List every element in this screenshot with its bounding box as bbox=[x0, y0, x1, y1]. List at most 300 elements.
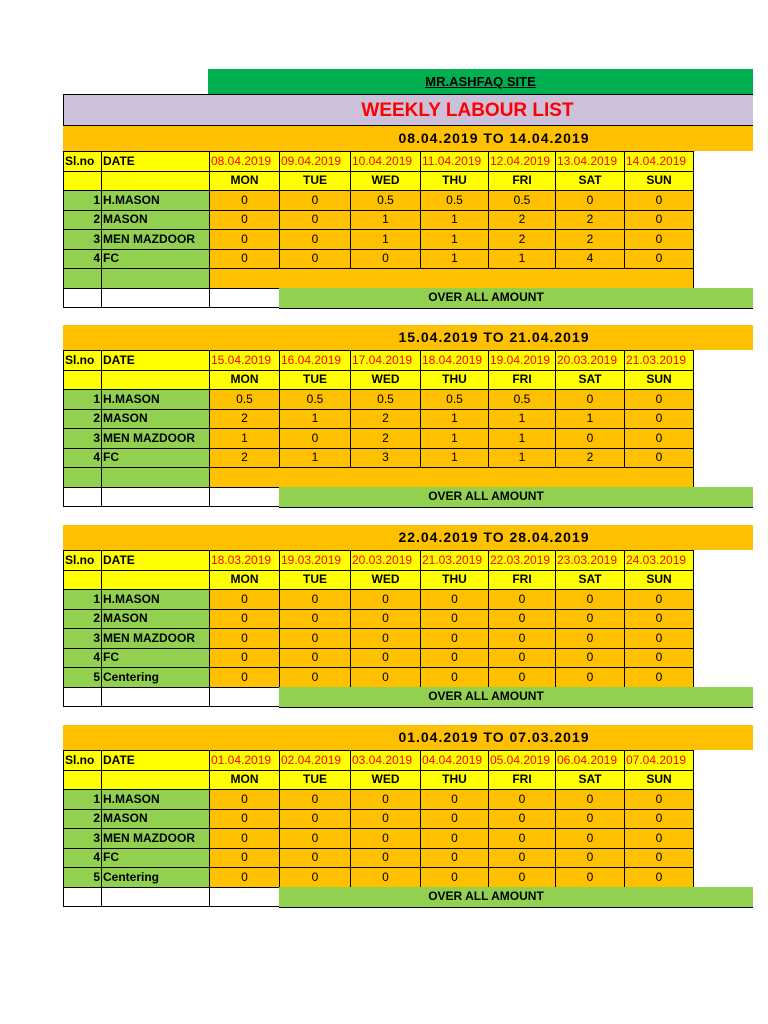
count-cell[interactable]: 0 bbox=[625, 390, 694, 410]
table-row bbox=[64, 790, 694, 810]
count-cell[interactable]: 0 bbox=[556, 790, 625, 810]
count-cell[interactable]: 0 bbox=[351, 648, 421, 668]
overall-amount-bar bbox=[279, 288, 753, 309]
dates-row bbox=[64, 551, 694, 571]
slno-header[interactable]: Sl.no bbox=[64, 551, 102, 571]
day-cell[interactable]: SAT bbox=[556, 171, 625, 191]
count-cell[interactable]: 0 bbox=[421, 790, 489, 810]
count-cell[interactable]: 0 bbox=[210, 868, 280, 888]
empty-cell[interactable] bbox=[210, 687, 280, 707]
row-number[interactable]: 5 bbox=[64, 668, 102, 688]
date-cell[interactable]: 04.04.2019 bbox=[421, 751, 489, 771]
labour-type[interactable]: Centering bbox=[102, 668, 210, 688]
overall-amount-bar bbox=[279, 887, 753, 908]
count-cell[interactable]: 0 bbox=[625, 868, 694, 888]
row-number[interactable]: 2 bbox=[64, 609, 102, 629]
row-number[interactable]: 3 bbox=[64, 230, 102, 250]
dates-row bbox=[64, 152, 694, 172]
overall-amount-bar bbox=[279, 487, 753, 508]
count-cell[interactable]: 0 bbox=[489, 790, 556, 810]
week-range-text: 08.04.2019 TO 14.04.2019 bbox=[398, 130, 590, 146]
count-cell[interactable]: 2 bbox=[489, 230, 556, 250]
date-cell[interactable]: 09.04.2019 bbox=[280, 152, 351, 172]
count-cell[interactable]: 0 bbox=[280, 609, 351, 629]
count-cell[interactable]: 0 bbox=[280, 848, 351, 868]
count-cell[interactable]: 0 bbox=[489, 609, 556, 629]
empty-cell[interactable] bbox=[210, 468, 694, 488]
count-cell[interactable]: 0 bbox=[210, 590, 280, 610]
labour-type[interactable]: H.MASON bbox=[102, 590, 210, 610]
count-cell[interactable]: 0 bbox=[280, 809, 351, 829]
row-number[interactable]: 3 bbox=[64, 429, 102, 449]
row-number[interactable]: 3 bbox=[64, 629, 102, 649]
empty-cell[interactable] bbox=[64, 570, 102, 590]
count-cell[interactable]: 0 bbox=[625, 848, 694, 868]
count-cell[interactable]: 0 bbox=[280, 868, 351, 888]
count-cell[interactable]: 0.5 bbox=[210, 390, 280, 410]
day-cell[interactable]: FRI bbox=[489, 770, 556, 790]
day-cell[interactable]: SUN bbox=[625, 370, 694, 390]
date-cell[interactable]: 06.04.2019 bbox=[556, 751, 625, 771]
count-cell[interactable]: 0 bbox=[625, 230, 694, 250]
labour-table bbox=[63, 350, 694, 507]
count-cell[interactable]: 0 bbox=[556, 668, 625, 688]
day-cell[interactable]: WED bbox=[351, 770, 421, 790]
row-number[interactable]: 3 bbox=[64, 829, 102, 849]
empty-cell[interactable] bbox=[102, 687, 210, 707]
labour-type[interactable]: MASON bbox=[102, 609, 210, 629]
dates-row bbox=[64, 351, 694, 371]
empty-cell[interactable] bbox=[102, 770, 210, 790]
count-cell[interactable]: 0 bbox=[489, 590, 556, 610]
week-range-header bbox=[63, 325, 753, 350]
count-cell[interactable]: 2 bbox=[556, 230, 625, 250]
count-cell[interactable]: 0 bbox=[280, 829, 351, 849]
empty-cell[interactable] bbox=[64, 487, 102, 507]
slno-header[interactable]: Sl.no bbox=[64, 351, 102, 371]
table-row bbox=[64, 848, 694, 868]
labour-type[interactable]: H.MASON bbox=[102, 390, 210, 410]
count-cell[interactable]: 0 bbox=[625, 210, 694, 230]
day-cell[interactable]: WED bbox=[351, 570, 421, 590]
count-cell[interactable]: 1 bbox=[421, 230, 489, 250]
dates-row bbox=[64, 751, 694, 771]
labour-table bbox=[63, 550, 694, 707]
count-cell[interactable]: 0 bbox=[210, 829, 280, 849]
row-number[interactable]: 2 bbox=[64, 809, 102, 829]
count-cell[interactable]: 0 bbox=[210, 790, 280, 810]
count-cell[interactable]: 0 bbox=[351, 249, 421, 269]
day-cell[interactable]: THU bbox=[421, 370, 489, 390]
count-cell[interactable]: 0 bbox=[351, 790, 421, 810]
overall-amount-label: OVER ALL AMOUNT bbox=[428, 289, 544, 304]
count-cell[interactable]: 0 bbox=[280, 429, 351, 449]
date-cell[interactable]: 19.03.2019 bbox=[280, 551, 351, 571]
count-cell[interactable]: 0.5 bbox=[421, 390, 489, 410]
day-cell[interactable]: FRI bbox=[489, 570, 556, 590]
date-cell[interactable]: 23.03.2019 bbox=[556, 551, 625, 571]
day-cell[interactable]: SUN bbox=[625, 770, 694, 790]
count-cell[interactable]: 0 bbox=[625, 668, 694, 688]
row-number[interactable]: 1 bbox=[64, 191, 102, 211]
labour-type[interactable]: FC bbox=[102, 848, 210, 868]
list-title bbox=[63, 94, 753, 126]
date-cell[interactable]: 24.03.2019 bbox=[625, 551, 694, 571]
empty-cell[interactable] bbox=[102, 288, 210, 308]
day-cell[interactable]: SAT bbox=[556, 570, 625, 590]
labour-type[interactable]: Centering bbox=[102, 868, 210, 888]
labour-type[interactable]: MASON bbox=[102, 809, 210, 829]
date-cell[interactable]: 19.04.2019 bbox=[489, 351, 556, 371]
count-cell[interactable]: 0 bbox=[280, 191, 351, 211]
count-cell[interactable]: 0 bbox=[625, 429, 694, 449]
count-cell[interactable]: 0.5 bbox=[280, 390, 351, 410]
count-cell[interactable]: 0 bbox=[489, 829, 556, 849]
date-cell[interactable]: 14.04.2019 bbox=[625, 152, 694, 172]
count-cell[interactable]: 1 bbox=[556, 409, 625, 429]
count-cell[interactable]: 0 bbox=[280, 629, 351, 649]
count-cell[interactable]: 0 bbox=[280, 790, 351, 810]
count-cell[interactable]: 0 bbox=[210, 809, 280, 829]
table-row bbox=[64, 809, 694, 829]
count-cell[interactable]: 0 bbox=[210, 249, 280, 269]
date-cell[interactable]: 05.04.2019 bbox=[489, 751, 556, 771]
labour-type[interactable]: MASON bbox=[102, 409, 210, 429]
date-header[interactable]: DATE bbox=[102, 551, 210, 571]
site-title: MR.ASHFAQ SITE bbox=[208, 69, 753, 94]
day-cell[interactable]: TUE bbox=[280, 171, 351, 191]
count-cell[interactable]: 0.5 bbox=[489, 390, 556, 410]
count-cell[interactable]: 0 bbox=[210, 191, 280, 211]
date-cell[interactable]: 20.03.2019 bbox=[556, 351, 625, 371]
count-cell[interactable]: 0 bbox=[280, 648, 351, 668]
count-cell[interactable]: 0 bbox=[556, 629, 625, 649]
labour-type[interactable]: FC bbox=[102, 249, 210, 269]
count-cell[interactable]: 0 bbox=[210, 648, 280, 668]
count-cell[interactable]: 0 bbox=[210, 848, 280, 868]
row-number[interactable]: 4 bbox=[64, 848, 102, 868]
date-cell[interactable]: 08.04.2019 bbox=[210, 152, 280, 172]
count-cell[interactable]: 0 bbox=[280, 230, 351, 250]
date-header[interactable]: DATE bbox=[102, 751, 210, 771]
date-cell[interactable]: 18.03.2019 bbox=[210, 551, 280, 571]
table-row bbox=[64, 448, 694, 468]
blank-row bbox=[64, 269, 694, 289]
count-cell[interactable]: 0.5 bbox=[421, 191, 489, 211]
row-number[interactable]: 1 bbox=[64, 790, 102, 810]
count-cell[interactable]: 0 bbox=[556, 609, 625, 629]
labour-type[interactable]: MEN MAZDOOR bbox=[102, 629, 210, 649]
count-cell[interactable]: 0 bbox=[625, 191, 694, 211]
count-cell[interactable]: 0 bbox=[489, 668, 556, 688]
day-cell[interactable]: TUE bbox=[280, 770, 351, 790]
labour-table bbox=[63, 750, 694, 907]
count-cell[interactable]: 0 bbox=[280, 590, 351, 610]
count-cell[interactable]: 0 bbox=[625, 249, 694, 269]
week-range-text: 15.04.2019 TO 21.04.2019 bbox=[398, 329, 590, 345]
count-cell[interactable]: 2 bbox=[556, 448, 625, 468]
count-cell[interactable]: 0 bbox=[351, 668, 421, 688]
week-range-text: 01.04.2019 TO 07.03.2019 bbox=[398, 729, 590, 745]
overall-amount-label: OVER ALL AMOUNT bbox=[428, 688, 544, 703]
week-block bbox=[63, 525, 753, 707]
count-cell[interactable]: 1 bbox=[351, 230, 421, 250]
date-cell[interactable]: 16.04.2019 bbox=[280, 351, 351, 371]
count-cell[interactable]: 0 bbox=[351, 868, 421, 888]
week-range-text: 22.04.2019 TO 28.04.2019 bbox=[398, 529, 590, 545]
count-cell[interactable]: 0 bbox=[625, 629, 694, 649]
week-block bbox=[63, 325, 753, 507]
empty-cell[interactable] bbox=[210, 887, 280, 907]
days-row bbox=[64, 370, 694, 390]
day-cell[interactable]: MON bbox=[210, 770, 280, 790]
empty-cell[interactable] bbox=[210, 288, 280, 308]
row-number[interactable]: 2 bbox=[64, 409, 102, 429]
table-row bbox=[64, 390, 694, 410]
empty-cell[interactable] bbox=[64, 171, 102, 191]
count-cell[interactable]: 0 bbox=[210, 629, 280, 649]
count-cell[interactable]: 0 bbox=[556, 868, 625, 888]
labour-type[interactable]: MEN MAZDOOR bbox=[102, 230, 210, 250]
labour-type[interactable]: FC bbox=[102, 648, 210, 668]
labour-type[interactable]: H.MASON bbox=[102, 790, 210, 810]
week-range-header bbox=[63, 126, 753, 151]
count-cell[interactable]: 1 bbox=[210, 429, 280, 449]
table-row bbox=[64, 590, 694, 610]
count-cell[interactable]: 0 bbox=[421, 648, 489, 668]
count-cell[interactable]: 0 bbox=[625, 809, 694, 829]
day-cell[interactable]: MON bbox=[210, 570, 280, 590]
count-cell[interactable]: 1 bbox=[421, 210, 489, 230]
count-cell[interactable]: 0 bbox=[210, 230, 280, 250]
date-cell[interactable]: 20.03.2019 bbox=[351, 551, 421, 571]
count-cell[interactable]: 0 bbox=[280, 668, 351, 688]
labour-table bbox=[63, 151, 694, 308]
count-cell[interactable]: 0 bbox=[625, 590, 694, 610]
week-range-header bbox=[63, 725, 753, 750]
count-cell[interactable]: 0 bbox=[489, 648, 556, 668]
day-cell[interactable]: SUN bbox=[625, 570, 694, 590]
table-row bbox=[64, 648, 694, 668]
day-cell[interactable]: THU bbox=[421, 171, 489, 191]
date-cell[interactable]: 02.04.2019 bbox=[280, 751, 351, 771]
date-cell[interactable]: 17.04.2019 bbox=[351, 351, 421, 371]
empty-cell[interactable] bbox=[102, 171, 210, 191]
blank-row bbox=[64, 468, 694, 488]
date-cell[interactable]: 18.04.2019 bbox=[421, 351, 489, 371]
count-cell[interactable]: 0 bbox=[351, 609, 421, 629]
date-cell[interactable]: 13.04.2019 bbox=[556, 152, 625, 172]
count-cell[interactable]: 0.5 bbox=[351, 191, 421, 211]
day-cell[interactable]: FRI bbox=[489, 171, 556, 191]
count-cell[interactable]: 1 bbox=[421, 448, 489, 468]
date-cell[interactable]: 11.04.2019 bbox=[421, 152, 489, 172]
empty-cell[interactable] bbox=[64, 370, 102, 390]
count-cell[interactable]: 0 bbox=[556, 829, 625, 849]
count-cell[interactable]: 2 bbox=[489, 210, 556, 230]
day-cell[interactable]: WED bbox=[351, 171, 421, 191]
count-cell[interactable]: 1 bbox=[421, 249, 489, 269]
count-cell[interactable]: 0 bbox=[489, 868, 556, 888]
day-cell[interactable]: SUN bbox=[625, 171, 694, 191]
count-cell[interactable]: 0 bbox=[556, 191, 625, 211]
count-cell[interactable]: 0 bbox=[351, 629, 421, 649]
date-header[interactable]: DATE bbox=[102, 351, 210, 371]
count-cell[interactable]: 2 bbox=[351, 409, 421, 429]
count-cell[interactable]: 1 bbox=[489, 429, 556, 449]
count-cell[interactable]: 0 bbox=[421, 590, 489, 610]
date-cell[interactable]: 12.04.2019 bbox=[489, 152, 556, 172]
count-cell[interactable]: 0 bbox=[421, 868, 489, 888]
count-cell[interactable]: 0 bbox=[421, 629, 489, 649]
row-number[interactable]: 2 bbox=[64, 210, 102, 230]
count-cell[interactable]: 0 bbox=[489, 629, 556, 649]
count-cell[interactable]: 1 bbox=[489, 448, 556, 468]
empty-cell[interactable] bbox=[102, 370, 210, 390]
count-cell[interactable]: 3 bbox=[351, 448, 421, 468]
count-cell[interactable]: 2 bbox=[210, 448, 280, 468]
empty-cell[interactable] bbox=[64, 687, 102, 707]
labour-type[interactable]: H.MASON bbox=[102, 191, 210, 211]
count-cell[interactable]: 1 bbox=[489, 249, 556, 269]
count-cell[interactable]: 0 bbox=[556, 590, 625, 610]
empty-cell[interactable] bbox=[64, 468, 102, 488]
count-cell[interactable]: 0 bbox=[625, 448, 694, 468]
empty-cell[interactable] bbox=[102, 887, 210, 907]
empty-cell[interactable] bbox=[102, 487, 210, 507]
count-cell[interactable]: 0 bbox=[210, 609, 280, 629]
empty-cell[interactable] bbox=[102, 570, 210, 590]
count-cell[interactable]: 0 bbox=[351, 809, 421, 829]
table-row bbox=[64, 210, 694, 230]
count-cell[interactable]: 0 bbox=[421, 848, 489, 868]
days-row bbox=[64, 171, 694, 191]
count-cell[interactable]: 0 bbox=[421, 829, 489, 849]
count-cell[interactable]: 2 bbox=[351, 429, 421, 449]
count-cell[interactable]: 0 bbox=[421, 668, 489, 688]
labour-type[interactable]: MEN MAZDOOR bbox=[102, 829, 210, 849]
empty-cell[interactable] bbox=[64, 269, 102, 289]
count-cell[interactable]: 0.5 bbox=[489, 191, 556, 211]
empty-cell[interactable] bbox=[64, 288, 102, 308]
count-cell[interactable]: 0 bbox=[625, 609, 694, 629]
day-cell[interactable]: THU bbox=[421, 770, 489, 790]
count-cell[interactable]: 0 bbox=[280, 249, 351, 269]
count-cell[interactable]: 1 bbox=[280, 409, 351, 429]
count-cell[interactable]: 2 bbox=[556, 210, 625, 230]
count-cell[interactable]: 0 bbox=[556, 429, 625, 449]
table-row bbox=[64, 429, 694, 449]
date-cell[interactable]: 03.04.2019 bbox=[351, 751, 421, 771]
count-cell[interactable]: 0 bbox=[625, 829, 694, 849]
count-cell[interactable]: 0 bbox=[489, 809, 556, 829]
count-cell[interactable]: 0 bbox=[556, 390, 625, 410]
count-cell[interactable]: 1 bbox=[351, 210, 421, 230]
empty-cell[interactable] bbox=[64, 887, 102, 907]
count-cell[interactable]: 0 bbox=[351, 829, 421, 849]
count-cell[interactable]: 4 bbox=[556, 249, 625, 269]
date-cell[interactable]: 15.04.2019 bbox=[210, 351, 280, 371]
count-cell[interactable]: 0 bbox=[625, 790, 694, 810]
date-cell[interactable]: 10.04.2019 bbox=[351, 152, 421, 172]
table-row bbox=[64, 191, 694, 211]
empty-cell[interactable] bbox=[102, 269, 210, 289]
overall-amount-label: OVER ALL AMOUNT bbox=[428, 488, 544, 503]
row-number[interactable]: 4 bbox=[64, 249, 102, 269]
day-cell[interactable]: SAT bbox=[556, 770, 625, 790]
count-cell[interactable]: 1 bbox=[421, 429, 489, 449]
count-cell[interactable]: 1 bbox=[489, 409, 556, 429]
count-cell[interactable]: 0 bbox=[210, 668, 280, 688]
week-block bbox=[63, 126, 753, 308]
row-number[interactable]: 4 bbox=[64, 648, 102, 668]
count-cell[interactable]: 0 bbox=[210, 210, 280, 230]
count-cell[interactable]: 0 bbox=[556, 848, 625, 868]
date-cell[interactable]: 07.04.2019 bbox=[625, 751, 694, 771]
empty-cell[interactable] bbox=[210, 269, 694, 289]
empty-cell[interactable] bbox=[210, 487, 280, 507]
empty-cell[interactable] bbox=[102, 468, 210, 488]
count-cell[interactable]: 0 bbox=[421, 609, 489, 629]
count-cell[interactable]: 2 bbox=[210, 409, 280, 429]
overall-amount-label: OVER ALL AMOUNT bbox=[428, 888, 544, 903]
empty-cell[interactable] bbox=[64, 770, 102, 790]
count-cell[interactable]: 0.5 bbox=[351, 390, 421, 410]
day-cell[interactable]: SAT bbox=[556, 370, 625, 390]
count-cell[interactable]: 0 bbox=[625, 648, 694, 668]
count-cell[interactable]: 1 bbox=[280, 448, 351, 468]
week-range-header bbox=[63, 525, 753, 550]
row-number[interactable]: 5 bbox=[64, 868, 102, 888]
day-cell[interactable]: MON bbox=[210, 171, 280, 191]
row-number[interactable]: 1 bbox=[64, 390, 102, 410]
count-cell[interactable]: 0 bbox=[280, 210, 351, 230]
day-cell[interactable]: WED bbox=[351, 370, 421, 390]
overall-amount-bar bbox=[279, 687, 753, 708]
count-cell[interactable]: 0 bbox=[351, 590, 421, 610]
slno-header[interactable]: Sl.no bbox=[64, 751, 102, 771]
day-cell[interactable]: MON bbox=[210, 370, 280, 390]
day-cell[interactable]: TUE bbox=[280, 570, 351, 590]
date-header[interactable]: DATE bbox=[102, 152, 210, 172]
count-cell[interactable]: 0 bbox=[489, 848, 556, 868]
date-cell[interactable]: 21.03.2019 bbox=[625, 351, 694, 371]
labour-type[interactable]: FC bbox=[102, 448, 210, 468]
day-cell[interactable]: THU bbox=[421, 570, 489, 590]
row-number[interactable]: 1 bbox=[64, 590, 102, 610]
day-cell[interactable]: FRI bbox=[489, 370, 556, 390]
row-number[interactable]: 4 bbox=[64, 448, 102, 468]
count-cell[interactable]: 0 bbox=[351, 848, 421, 868]
days-row bbox=[64, 570, 694, 590]
slno-header[interactable]: Sl.no bbox=[64, 152, 102, 172]
count-cell[interactable]: 0 bbox=[421, 809, 489, 829]
date-cell[interactable]: 01.04.2019 bbox=[210, 751, 280, 771]
count-cell[interactable]: 0 bbox=[556, 809, 625, 829]
count-cell[interactable]: 0 bbox=[625, 409, 694, 429]
labour-type[interactable]: MASON bbox=[102, 210, 210, 230]
count-cell[interactable]: 1 bbox=[421, 409, 489, 429]
count-cell[interactable]: 0 bbox=[556, 648, 625, 668]
days-row bbox=[64, 770, 694, 790]
table-row bbox=[64, 629, 694, 649]
day-cell[interactable]: TUE bbox=[280, 370, 351, 390]
week-block bbox=[63, 725, 753, 907]
table-row bbox=[64, 609, 694, 629]
date-cell[interactable]: 21.03.2019 bbox=[421, 551, 489, 571]
labour-type[interactable]: MEN MAZDOOR bbox=[102, 429, 210, 449]
date-cell[interactable]: 22.03.2019 bbox=[489, 551, 556, 571]
